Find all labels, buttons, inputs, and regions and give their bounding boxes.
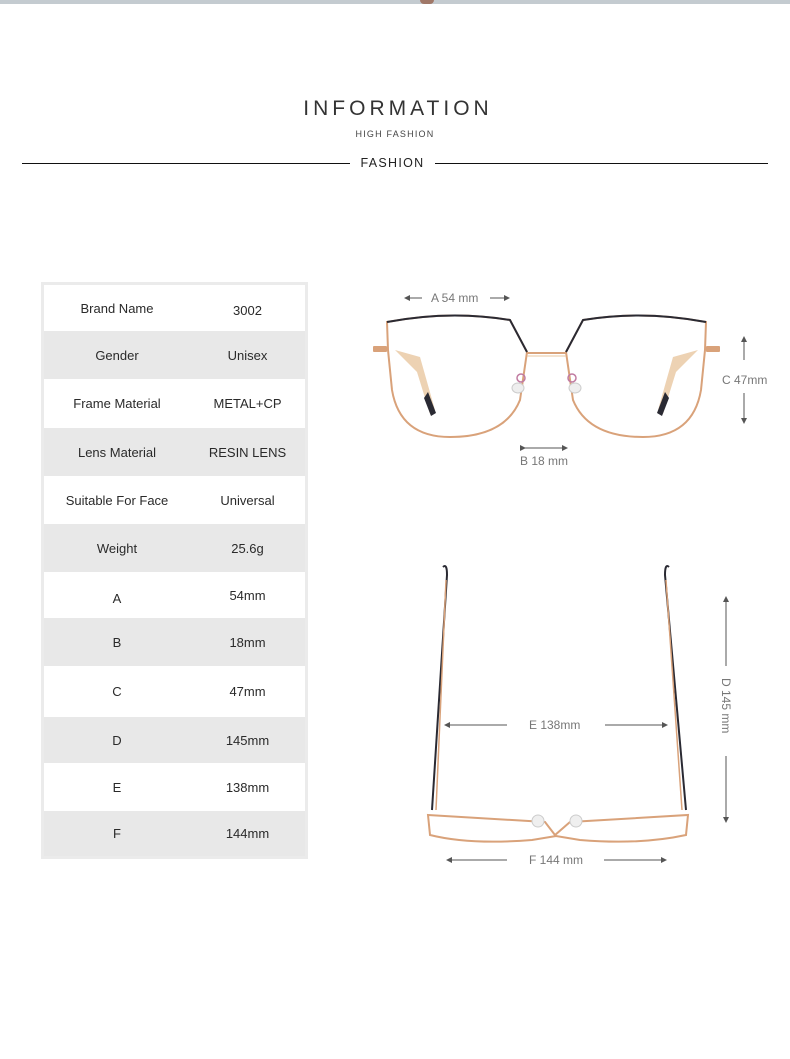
spec-label: D <box>112 732 122 748</box>
spec-label: Gender <box>95 347 139 363</box>
spec-value: 138mm <box>225 779 270 795</box>
spec-value: 18mm <box>229 634 266 650</box>
spec-value: METAL+CP <box>213 396 282 411</box>
spec-label: B <box>112 634 122 650</box>
spec-value: 47mm <box>229 684 266 699</box>
dimension-a-label: A 54 mm <box>431 291 479 305</box>
spec-label: Suitable For Face <box>65 492 169 508</box>
dimension-b-label: B 18 mm <box>520 454 569 468</box>
spec-label: E <box>112 779 122 795</box>
spec-label: Frame Material <box>73 396 161 411</box>
spec-value: 3002 <box>233 302 262 318</box>
page-subtitle: HIGH FASHION <box>355 129 435 139</box>
spec-value: 25.6g <box>231 540 264 556</box>
spec-label: C <box>112 684 122 699</box>
dimension-e-label: E 138mm <box>529 718 581 732</box>
page-title: INFORMATION <box>303 97 493 120</box>
spec-value: 145mm <box>225 732 270 748</box>
spec-value: 54mm <box>229 587 266 603</box>
dimension-d-label: D 145 mm <box>719 678 733 734</box>
spec-value: 144mm <box>225 826 270 841</box>
spec-label: Brand Name <box>80 300 154 316</box>
spec-label: Lens Material <box>77 444 157 460</box>
spec-label: A <box>112 590 122 606</box>
dimension-c-label: C 47mm <box>722 373 768 387</box>
spec-value: Unisex <box>227 347 268 363</box>
spec-label: Weight <box>96 540 138 556</box>
spec-value: Universal <box>220 492 275 508</box>
divider-label: FASHION <box>360 156 425 170</box>
dimension-f-label: F 144 mm <box>529 853 584 867</box>
spec-value: RESIN LENS <box>208 444 287 460</box>
spec-label: F <box>113 826 121 841</box>
